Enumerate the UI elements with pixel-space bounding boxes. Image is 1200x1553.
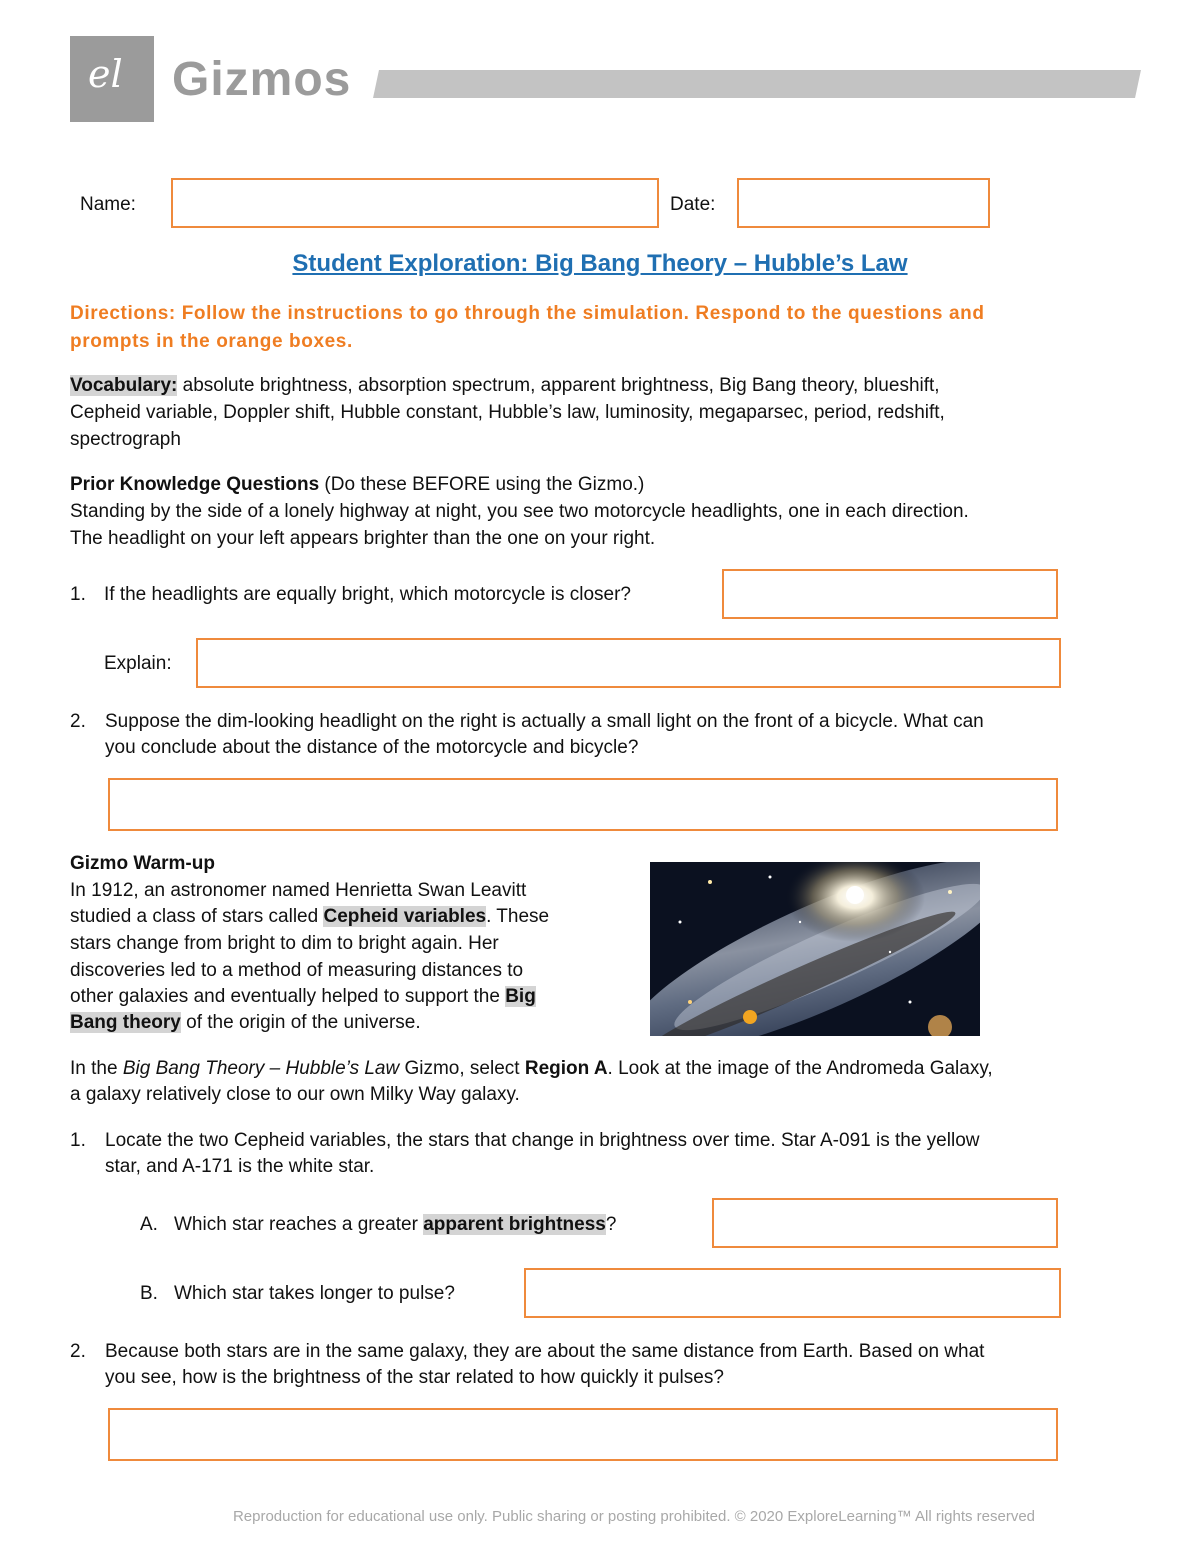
vocabulary-line-3: spectrograph — [70, 429, 181, 450]
directions-line-1: Directions: Follow the instructions to go through the simulation. Respond to the questions and — [70, 303, 985, 324]
prior-q1-explain-box[interactable] — [196, 638, 1061, 688]
warmup-paragraph-line-1: In 1912, an astronomer named Henrietta Swan Leavitt — [70, 880, 527, 901]
explorelearning-logo — [70, 36, 154, 122]
term-apparent-brightness: apparent brightness — [423, 1214, 606, 1235]
warmup-qa-end: ? — [605, 1214, 617, 1235]
header-banner — [373, 70, 1141, 98]
prior-knowledge-heading — [70, 471, 644, 498]
prior-q2-line-2: you conclude about the distance of the motorcycle and bicycle? — [105, 737, 639, 758]
warmup-intro-line-1 — [70, 1055, 993, 1082]
warmup-q2-line-2: you see, how is the brightness of the star related to how quickly it pulses? — [105, 1367, 724, 1388]
warmup-p2-text: studied a class of stars called — [70, 906, 324, 927]
prior-heading-note: (Do these BEFORE using the Gizmo.) — [319, 474, 645, 495]
prior-q1-text: If the headlights are equally bright, which motorcycle is closer? — [104, 584, 631, 605]
date-label: Date: — [670, 194, 716, 215]
brand-name: Gizmos — [172, 53, 352, 106]
warmup-q2-number: 2. — [70, 1341, 86, 1362]
warmup-intro-line-2: a galaxy relatively close to our own Milky Way galaxy. — [70, 1084, 520, 1105]
vocabulary-label: Vocabulary: — [70, 375, 178, 396]
warmup-qb-text: Which star takes longer to pulse? — [174, 1283, 455, 1304]
vocabulary-line-1 — [70, 372, 940, 399]
warmup-qa-answer-box[interactable] — [712, 1198, 1058, 1248]
andromeda-galaxy-image — [650, 862, 980, 1036]
warmup-qa-letter: A. — [140, 1214, 158, 1235]
vocabulary-line-2: Cepheid variable, Doppler shift, Hubble constant, Hubble’s law, luminosity, megaparsec, period, redshift, — [70, 402, 945, 423]
prior-intro-2: The headlight on your left appears brighter than the one on your right. — [70, 528, 656, 549]
warmup-intro-region: Region A — [524, 1058, 608, 1079]
galaxy-illustration — [650, 862, 980, 1036]
prior-q2-answer-box[interactable] — [108, 778, 1058, 831]
term-big: Big — [505, 986, 536, 1007]
warmup-paragraph-line-5 — [70, 983, 536, 1010]
prior-intro-1: Standing by the side of a lonely highway at night, you see two motorcycle headlights, one in each direction. — [70, 501, 969, 522]
warmup-intro-c: . Look at the image of the Andromeda Galaxy, — [607, 1058, 993, 1079]
name-label: Name: — [80, 194, 136, 215]
warmup-paragraph-line-3: stars change from bright to dim to bright again. Her — [70, 933, 499, 954]
prior-q1-answer-box[interactable] — [722, 569, 1058, 619]
warmup-intro-b: Gizmo, select — [399, 1058, 525, 1079]
directions — [70, 300, 985, 356]
warmup-q1-line-2: star, and A-171 is the white star. — [105, 1156, 375, 1177]
name-field[interactable] — [171, 178, 659, 228]
warmup-paragraph-line-2 — [70, 903, 549, 930]
logo-mark: el — [88, 52, 123, 96]
warmup-q2-line-1: Because both stars are in the same galaxy, they are about the same distance from Earth. Based on what — [105, 1341, 985, 1362]
warmup-heading: Gizmo Warm-up — [70, 853, 215, 874]
warmup-p5-text: other galaxies and eventually helped to support the — [70, 986, 506, 1007]
warmup-q1-line-1: Locate the two Cepheid variables, the stars that change in brightness over time. Star A-091 is the yellow — [105, 1130, 980, 1151]
term-bang-theory: Bang theory — [70, 1012, 181, 1033]
prior-q2-line-1: Suppose the dim-looking headlight on the right is actually a small light on the front of a bicycle. What can — [105, 711, 984, 732]
warmup-paragraph-line-4: discoveries led to a method of measuring distances to — [70, 960, 524, 981]
warmup-p2-end: . These — [486, 906, 550, 927]
warmup-paragraph-line-6 — [70, 1009, 421, 1036]
directions-line-2: prompts in the orange boxes. — [70, 331, 353, 352]
warmup-qb-letter: B. — [140, 1283, 158, 1304]
warmup-qa-text — [174, 1211, 616, 1238]
warmup-qb-answer-box[interactable] — [524, 1268, 1061, 1318]
warmup-qa-prompt: Which star reaches a greater — [174, 1214, 424, 1235]
warmup-p6-end: of the origin of the universe. — [180, 1012, 421, 1033]
page-title: Student Exploration: Big Bang Theory – Hubble’s Law — [292, 250, 908, 277]
footer-copyright: Reproduction for educational use only. Public sharing or posting prohibited. © 2020 ExploreLearning™ All rights reserved — [232, 1508, 1036, 1525]
vocabulary-terms-1: absolute brightness, absorption spectrum, apparent brightness, Big Bang theory, blueshift, — [177, 375, 940, 396]
prior-q1-number: 1. — [70, 584, 86, 605]
warmup-q1-number: 1. — [70, 1130, 86, 1151]
warmup-intro-gizmo-name: Big Bang Theory – Hubble’s Law — [122, 1058, 400, 1079]
prior-q2-number: 2. — [70, 711, 86, 732]
warmup-intro-a: In the — [70, 1058, 123, 1079]
warmup-q2-answer-box[interactable] — [108, 1408, 1058, 1461]
explain-label: Explain: — [104, 653, 172, 674]
term-cepheid-variables: Cepheid variables — [323, 906, 487, 927]
date-field[interactable] — [737, 178, 990, 228]
prior-heading-text: Prior Knowledge Questions — [70, 474, 320, 495]
